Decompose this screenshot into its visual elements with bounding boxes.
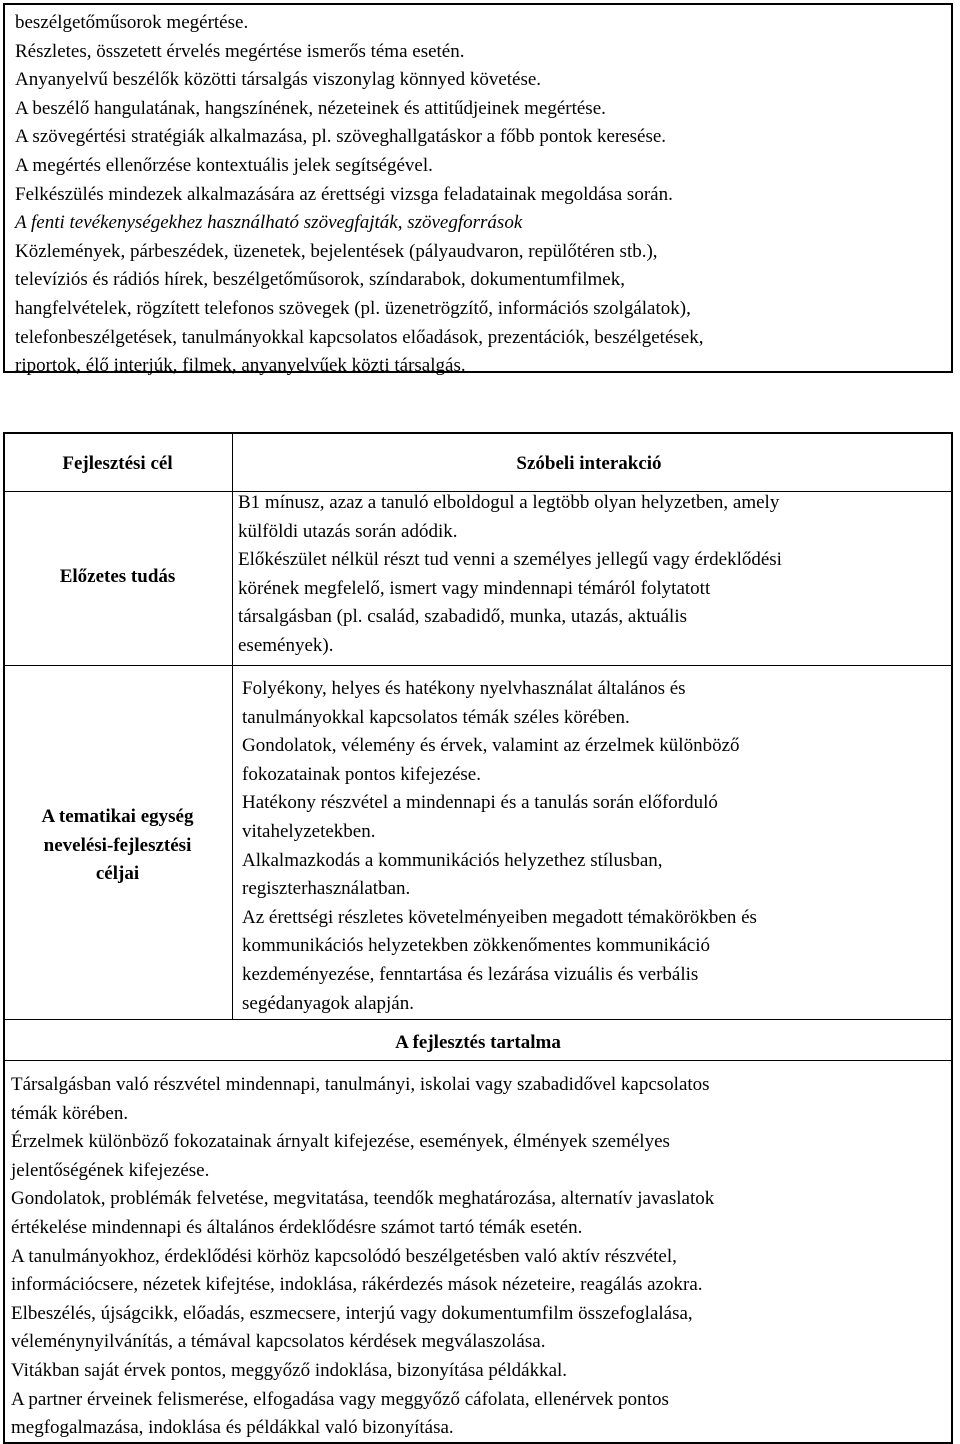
text-line: tanulmányokkal kapcsolatos témák széles körében. bbox=[242, 706, 630, 728]
column-divider bbox=[232, 434, 233, 1019]
text-line: kezdeményezése, fenntartása és lezárása vizuális és verbális bbox=[242, 963, 699, 985]
text-line: megfogalmazása, indoklása és példákkal való bizonyítása. bbox=[11, 1417, 454, 1439]
text-line: Anyanyelvű beszélők közötti társalgás viszonylag könnyed követése. bbox=[15, 69, 542, 91]
text-line: témák körében. bbox=[11, 1102, 129, 1124]
top-text-lines bbox=[15, 9, 950, 381]
text-line: események). bbox=[238, 634, 334, 656]
text-line: Előkészület nélkül részt tud venni a személyes jellegű vagy érdeklődési bbox=[238, 549, 782, 571]
goals-label-line: A tematikai egység bbox=[41, 806, 194, 827]
text-line: információcsere, nézetek kifejtése, indoklása, rákérdezés mások nézeteire, reagálás azokra. bbox=[11, 1274, 703, 1296]
header-right-label: Szóbeli interakció bbox=[516, 453, 662, 474]
text-line: jelentőségének kifejezése. bbox=[11, 1159, 210, 1181]
text-line: értékelése mindennapi és általános érdeklődésre számot tartó témák esetén. bbox=[11, 1216, 583, 1238]
row-divider bbox=[5, 665, 951, 666]
text-line: társalgásban (pl. család, szabadidő, munka, utazás, aktuális bbox=[238, 606, 687, 628]
top-text-box bbox=[3, 3, 953, 377]
text-line: Alkalmazkodás a kommunikációs helyzethez stílusban, bbox=[242, 849, 663, 871]
prior-knowledge-label: Előzetes tudás bbox=[59, 566, 176, 587]
text-line: A beszélő hangulatának, hangszínének, nézeteinek és attitűdjeinek megértése. bbox=[15, 97, 606, 119]
sources-line: Közlemények, párbeszédek, üzenetek, bejelentések (pályaudvaron, repülőtéren stb.), bbox=[15, 240, 658, 262]
sources-line: riportok, élő interjúk, filmek, anyanyelvűek közti társalgás. bbox=[15, 355, 466, 377]
prior-knowledge-text bbox=[238, 489, 948, 661]
text-line: körének megfelelő, ismert vagy mindennapi témáról folytatott bbox=[238, 577, 711, 599]
text-line: A partner érveinek felismerése, elfogadása vagy meggyőző cáfolata, ellenérvek pontos bbox=[11, 1388, 669, 1410]
goals-label bbox=[5, 803, 230, 889]
text-line: Gondolatok, problémák felvetése, megvitatása, teendők meghatározása, alternatív javaslatok bbox=[11, 1188, 715, 1210]
text-line: külföldi utazás során adódik. bbox=[238, 520, 458, 542]
sources-line: hangfelvételek, rögzített telefonos szövegek (pl. üzenetrögzítő, információs szolgálatok), bbox=[15, 297, 691, 319]
header-left-label: Fejlesztési cél bbox=[62, 453, 173, 474]
text-line: B1 mínusz, azaz a tanuló elboldogul a legtöbb olyan helyzetben, amely bbox=[238, 492, 780, 513]
text-line: Hatékony részvétel a mindennapi és a tanulás során előforduló bbox=[242, 792, 718, 814]
sources-line: televíziós és rádiós hírek, beszélgetőműsorok, színdarabok, dokumentumfilmek, bbox=[15, 269, 625, 291]
goals-label-line: nevelési-fejlesztési bbox=[43, 834, 192, 856]
text-line: Elbeszélés, újságcikk, előadás, eszmecsere, interjú vagy dokumentumfilm összefoglalása, bbox=[11, 1302, 693, 1324]
text-line: Gondolatok, vélemény és érvek, valamint az érzelmek különböző bbox=[242, 735, 740, 757]
content-text bbox=[11, 1071, 946, 1443]
text-line: beszélgetőműsorok megértése. bbox=[15, 12, 249, 33]
text-line: Részletes, összetett érvelés megértése ismerős téma esetén. bbox=[15, 40, 465, 62]
text-line: Felkészülés mindezek alkalmazására az érettségi vizsga feladatainak megoldása során. bbox=[15, 183, 673, 205]
text-line: Érzelmek különböző fokozatainak árnyalt kifejezése, események, élmények személyes bbox=[11, 1131, 670, 1153]
sources-line: telefonbeszélgetések, tanulmányokkal kapcsolatos előadások, prezentációk, beszélgetések, bbox=[15, 326, 704, 348]
text-line: véleménynyilvánítás, a témával kapcsolatos kérdések megválaszolása. bbox=[11, 1331, 546, 1353]
text-line: A szövegértési stratégiák alkalmazása, pl. szöveghallgatáskor a főbb pontok keresése. bbox=[15, 126, 667, 148]
text-line: vitahelyzetekben. bbox=[242, 820, 376, 842]
row-divider bbox=[5, 1019, 951, 1020]
development-table bbox=[3, 432, 953, 1444]
goals-text bbox=[242, 675, 948, 1018]
text-line: segédanyagok alapján. bbox=[242, 992, 414, 1014]
text-line: regiszterhasználatban. bbox=[242, 878, 411, 900]
text-line: fokozatainak pontos kifejezése. bbox=[242, 763, 481, 785]
goals-label-line: céljai bbox=[95, 863, 140, 885]
text-line: A tanulmányokhoz, érdeklődési körhöz kapcsolódó beszélgetésben való aktív részvétel, bbox=[11, 1245, 677, 1267]
text-line: A megértés ellenőrzése kontextuális jelek segítségével. bbox=[15, 154, 433, 176]
content-title: A fejlesztés tartalma bbox=[395, 1032, 561, 1053]
text-line: Vitákban saját érvek pontos, meggyőző indoklása, bizonyítása példákkal. bbox=[11, 1359, 568, 1381]
text-line: kommunikációs helyzetekben zökkenőmentes kommunikáció bbox=[242, 935, 711, 957]
sources-heading: A fenti tevékenységekhez használható szövegfajták, szövegforrások bbox=[15, 212, 523, 234]
row-divider bbox=[5, 1060, 951, 1061]
text-line: Az érettségi részletes követelményeiben megadott témakörökben és bbox=[242, 906, 757, 928]
text-line: Társalgásban való részvétel mindennapi, tanulmányi, iskolai vagy szabadidővel kapcsolatos bbox=[11, 1074, 710, 1095]
text-line: Folyékony, helyes és hatékony nyelvhasználat általános és bbox=[242, 678, 686, 699]
